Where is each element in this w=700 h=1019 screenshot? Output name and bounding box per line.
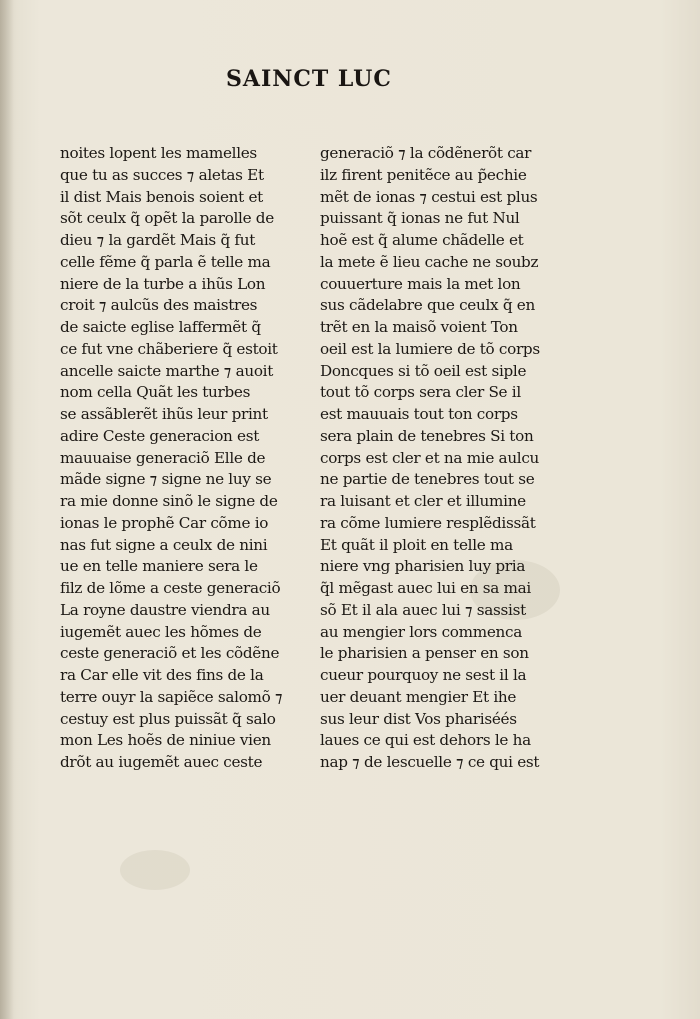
text-line: niere vng pharisien luy pria: [320, 557, 526, 576]
text-line: nap ⁊ de lescuelle ⁊ ce qui est: [320, 753, 540, 771]
text-line: trẽt en la maisõ voient Ton: [320, 318, 518, 336]
paper-stain: [120, 850, 190, 890]
text-line: dieu ⁊ la gardẽt Mais q̃ fut: [60, 231, 256, 249]
text-line: sus leur dist Vos phariséés: [320, 709, 517, 728]
text-line: est mauuais tout ton corps: [320, 405, 518, 423]
text-line: sõt ceulx q̃ opẽt la parolle de: [60, 209, 274, 228]
text-line: uer deuant mengier Et ihe: [320, 687, 517, 706]
text-line: iugemẽt auec les hõmes de: [60, 622, 262, 641]
text-column-left: [60, 143, 300, 774]
text-line: puissant q̃ ionas ne fut Nul: [320, 209, 520, 228]
text-line: hoẽ est q̃ alume chãdelle et: [320, 231, 524, 249]
text-line: il dist Mais benois soient et: [60, 187, 263, 206]
text-line: se assãblerẽt ihũs leur print: [60, 405, 268, 423]
text-line: noites lopent les mamelles: [60, 144, 257, 162]
text-line: corps est cler et na mie aulcu: [320, 448, 540, 467]
text-line: laues ce qui est dehors le ha: [320, 731, 531, 750]
text-line: sus cãdelabre que ceulx q̃ en: [320, 296, 535, 315]
text-line: filz de lõme a ceste generaciõ: [60, 579, 281, 597]
text-line: ceste generaciõ et les cõdẽne: [60, 644, 280, 663]
text-line: mãde signe ⁊ signe ne luy se: [60, 470, 272, 489]
text-line: adire Ceste generacion est: [60, 426, 260, 445]
text-line: ce fut vne chãberiere q̃ estoit: [60, 339, 278, 358]
text-line: croit ⁊ aulcũs des maistres: [60, 296, 258, 315]
text-line: la mete ẽ lieu cache ne soubz: [320, 252, 539, 271]
text-line: sera plain de tenebres Si ton: [320, 426, 534, 445]
gutter-shadow: [0, 0, 14, 1019]
text-column-right: [320, 143, 560, 774]
text-line: ilz firent penitẽce au p̃echie: [320, 165, 527, 184]
text-line: mauuaise generaciõ Elle de: [60, 448, 266, 467]
text-line: Et quãt il ploit en telle ma: [320, 535, 513, 554]
text-line: que tu as succes ⁊ aletas Et: [60, 165, 264, 184]
text-line: mon Les hoẽs de niniue vien: [60, 731, 271, 750]
text-line: couuerture mais la met lon: [320, 274, 521, 293]
text-line: ra cõme lumiere resplẽdissãt: [320, 513, 536, 532]
text-line: le pharisien a penser en son: [320, 644, 529, 663]
text-line: celle fẽme q̃ parla ẽ telle ma: [60, 252, 271, 271]
text-line: cueur pourquoy ne sest il la: [320, 666, 527, 684]
text-line: sõ Et il ala auec lui ⁊ sassist: [320, 600, 526, 619]
text-line: La royne daustre viendra au: [60, 600, 270, 619]
text-line: ne partie de tenebres tout se: [320, 470, 535, 489]
text-line: ancelle saicte marthe ⁊ auoit: [60, 361, 274, 380]
text-line: nom cella Quãt les turbes: [60, 383, 251, 402]
text-line: de saicte eglise laffermẽt q̃: [60, 318, 261, 336]
text-line: ue en telle maniere sera le: [60, 557, 258, 576]
running-head: SAINCT LUC: [226, 66, 392, 92]
text-line: ra Car elle vit des fins de la: [60, 666, 264, 684]
text-line: terre ouyr la sapiẽce salomõ ⁊: [60, 687, 283, 706]
text-line: drõt au iugemẽt auec ceste: [60, 753, 263, 771]
text-line: cestuy est plus puissãt q̃ salo: [60, 709, 276, 728]
text-line: au mengier lors commenca: [320, 622, 522, 641]
text-line: oeil est la lumiere de tõ corps: [320, 339, 540, 358]
text-line: mẽt de ionas ⁊ cestui est plus: [320, 187, 538, 206]
text-line: q̃l mẽgast auec lui en sa mai: [320, 579, 531, 597]
text-line: niere de la turbe a ihũs Lon: [60, 274, 266, 293]
text-line: Doncques si tõ oeil est siple: [320, 361, 527, 380]
text-line: ra mie donne sinõ le signe de: [60, 492, 278, 510]
text-line: tout tõ corps sera cler Se il: [320, 383, 521, 402]
text-line: nas fut signe a ceulx de nini: [60, 535, 268, 554]
text-line: ionas le prophẽ Car cõme io: [60, 513, 269, 532]
text-line: ra luisant et cler et illumine: [320, 492, 526, 510]
text-line: generaciõ ⁊ la cõdẽnerõt car: [320, 144, 532, 162]
